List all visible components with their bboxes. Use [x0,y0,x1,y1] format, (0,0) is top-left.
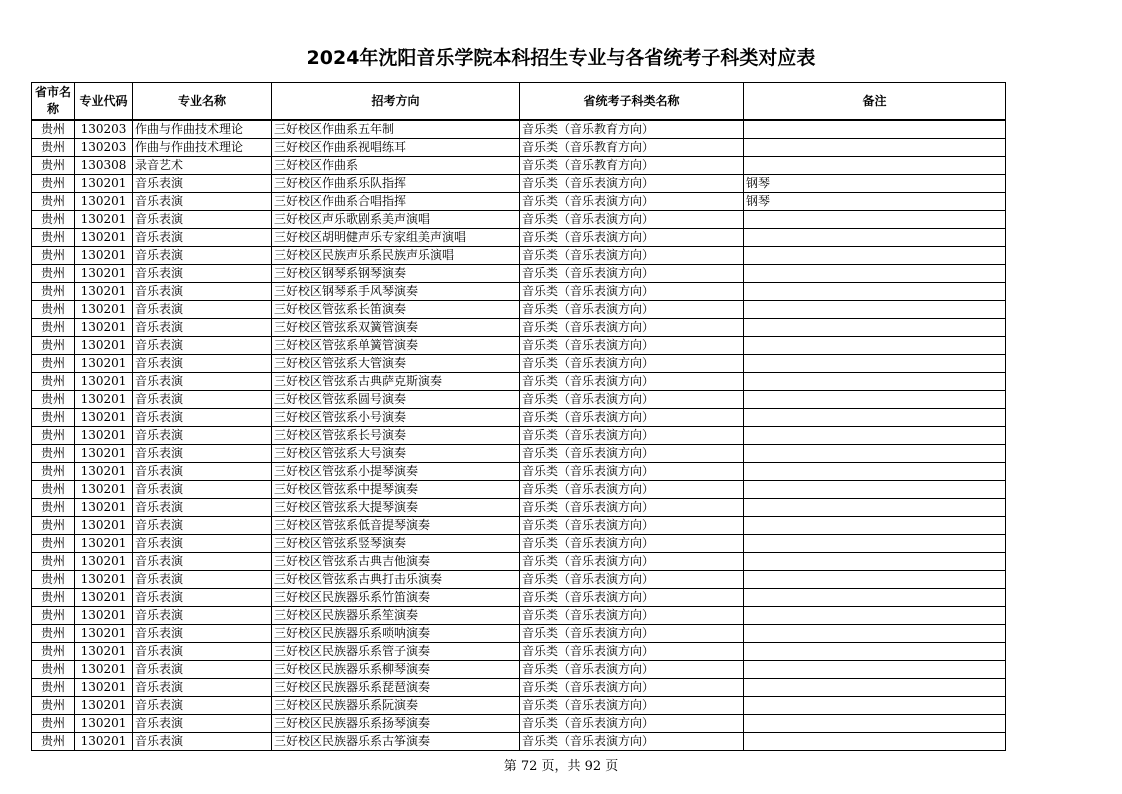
cell-code: 130201 [75,175,133,193]
table-header-row [32,83,1006,121]
cell-province: 贵州 [32,481,75,499]
table-body [32,120,1006,751]
cell-code: 130201 [75,337,133,355]
cell-province: 贵州 [32,715,75,733]
cell-code: 130201 [75,355,133,373]
cell-direction: 三好校区作曲系合唱指挥 [272,193,520,211]
cell-direction: 三好校区管弦系小号演奏 [272,409,520,427]
cell-category: 音乐类（音乐表演方向） [520,643,744,661]
cell-direction: 三好校区管弦系大号演奏 [272,445,520,463]
table-row [32,661,1006,679]
cell-category: 音乐类（音乐表演方向） [520,463,744,481]
cell-note [744,463,1006,481]
cell-category: 音乐类（音乐表演方向） [520,229,744,247]
header-province: 省市名称 [32,83,75,121]
cell-note [744,211,1006,229]
page-footer: 第 72 页，共 92 页 [503,759,619,774]
cell-major: 作曲与作曲技术理论 [133,120,272,139]
table-row [32,139,1006,157]
cell-province: 贵州 [32,679,75,697]
cell-category: 音乐类（音乐表演方向） [520,517,744,535]
table-row [32,571,1006,589]
cell-note [744,697,1006,715]
table-row [32,157,1006,175]
cell-code: 130203 [75,120,133,139]
cell-code: 130201 [75,589,133,607]
cell-category: 音乐类（音乐表演方向） [520,391,744,409]
cell-major: 音乐表演 [133,175,272,193]
cell-category: 音乐类（音乐教育方向） [520,157,744,175]
cell-direction: 三好校区作曲系五年制 [272,120,520,139]
cell-note [744,607,1006,625]
cell-major: 音乐表演 [133,463,272,481]
header-direction: 招考方向 [272,83,520,121]
cell-major: 音乐表演 [133,499,272,517]
cell-direction: 三好校区管弦系竖琴演奏 [272,535,520,553]
cell-code: 130201 [75,607,133,625]
cell-direction: 三好校区民族声乐系民族声乐演唱 [272,247,520,265]
cell-direction: 三好校区民族器乐系扬琴演奏 [272,715,520,733]
cell-direction: 三好校区声乐歌剧系美声演唱 [272,211,520,229]
cell-note [744,733,1006,751]
cell-province: 贵州 [32,139,75,157]
cell-code: 130201 [75,247,133,265]
cell-code: 130201 [75,391,133,409]
cell-major: 音乐表演 [133,355,272,373]
cell-major: 音乐表演 [133,211,272,229]
table-row [32,355,1006,373]
table-row [32,553,1006,571]
cell-note [744,373,1006,391]
cell-code: 130201 [75,481,133,499]
cell-province: 贵州 [32,193,75,211]
cell-note [744,445,1006,463]
table-row [32,499,1006,517]
cell-note [744,535,1006,553]
cell-direction: 三好校区民族器乐系柳琴演奏 [272,661,520,679]
cell-category: 音乐类（音乐表演方向） [520,715,744,733]
cell-direction: 三好校区作曲系视唱练耳 [272,139,520,157]
cell-category: 音乐类（音乐表演方向） [520,301,744,319]
cell-note [744,391,1006,409]
table-row [32,283,1006,301]
cell-note [744,409,1006,427]
table-row [32,337,1006,355]
table-row [32,535,1006,553]
cell-code: 130201 [75,445,133,463]
cell-code: 130201 [75,535,133,553]
cell-code: 130201 [75,193,133,211]
cell-province: 贵州 [32,463,75,481]
cell-category: 音乐类（音乐教育方向） [520,120,744,139]
table-row [32,120,1006,139]
cell-direction: 三好校区管弦系长笛演奏 [272,301,520,319]
cell-province: 贵州 [32,247,75,265]
cell-note [744,355,1006,373]
cell-note [744,301,1006,319]
cell-major: 音乐表演 [133,589,272,607]
cell-direction: 三好校区作曲系 [272,157,520,175]
cell-province: 贵州 [32,517,75,535]
cell-code: 130201 [75,643,133,661]
cell-code: 130201 [75,715,133,733]
cell-province: 贵州 [32,319,75,337]
table-row [32,319,1006,337]
cell-direction: 三好校区胡明健声乐专家组美声演唱 [272,229,520,247]
cell-direction: 三好校区管弦系古典萨克斯演奏 [272,373,520,391]
cell-major: 音乐表演 [133,517,272,535]
cell-major: 音乐表演 [133,319,272,337]
cell-direction: 三好校区管弦系长号演奏 [272,427,520,445]
cell-note [744,229,1006,247]
cell-major: 音乐表演 [133,607,272,625]
cell-category: 音乐类（音乐表演方向） [520,589,744,607]
cell-code: 130203 [75,139,133,157]
table-row [32,607,1006,625]
cell-note [744,679,1006,697]
cell-code: 130201 [75,553,133,571]
table-row [32,301,1006,319]
cell-province: 贵州 [32,589,75,607]
cell-major: 音乐表演 [133,679,272,697]
cell-major: 音乐表演 [133,373,272,391]
cell-category: 音乐类（音乐表演方向） [520,625,744,643]
cell-direction: 三好校区民族器乐系笙演奏 [272,607,520,625]
page-title: 2024年沈阳音乐学院本科招生专业与各省统考子科类对应表 [306,47,816,69]
cell-major: 音乐表演 [133,535,272,553]
cell-major: 音乐表演 [133,427,272,445]
table-row [32,715,1006,733]
cell-code: 130201 [75,517,133,535]
table-row [32,211,1006,229]
cell-note [744,319,1006,337]
table-row [32,463,1006,481]
cell-province: 贵州 [32,535,75,553]
cell-major: 音乐表演 [133,391,272,409]
cell-code: 130201 [75,499,133,517]
cell-note [744,661,1006,679]
cell-note [744,715,1006,733]
cell-category: 音乐类（音乐表演方向） [520,175,744,193]
cell-category: 音乐类（音乐表演方向） [520,607,744,625]
cell-province: 贵州 [32,373,75,391]
cell-major: 音乐表演 [133,409,272,427]
cell-province: 贵州 [32,661,75,679]
cell-note [744,571,1006,589]
cell-major: 音乐表演 [133,283,272,301]
cell-note [744,643,1006,661]
cell-note [744,247,1006,265]
cell-direction: 三好校区民族器乐系阮演奏 [272,697,520,715]
cell-province: 贵州 [32,571,75,589]
table-row [32,733,1006,751]
table-row [32,589,1006,607]
header-category: 省统考子科类名称 [520,83,744,121]
cell-direction: 三好校区民族器乐系竹笛演奏 [272,589,520,607]
cell-major: 音乐表演 [133,337,272,355]
table-row [32,175,1006,193]
table-row [32,265,1006,283]
cell-code: 130308 [75,157,133,175]
cell-major: 作曲与作曲技术理论 [133,139,272,157]
table-row [32,373,1006,391]
cell-direction: 三好校区民族器乐系唢呐演奏 [272,625,520,643]
cell-province: 贵州 [32,643,75,661]
cell-category: 音乐类（音乐表演方向） [520,337,744,355]
cell-category: 音乐类（音乐表演方向） [520,283,744,301]
cell-major: 音乐表演 [133,247,272,265]
cell-major: 音乐表演 [133,229,272,247]
cell-category: 音乐类（音乐教育方向） [520,139,744,157]
cell-direction: 三好校区管弦系单簧管演奏 [272,337,520,355]
admission-table [31,82,1006,751]
cell-direction: 三好校区民族器乐系管子演奏 [272,643,520,661]
cell-category: 音乐类（音乐表演方向） [520,193,744,211]
cell-major: 录音艺术 [133,157,272,175]
cell-code: 130201 [75,679,133,697]
cell-province: 贵州 [32,499,75,517]
cell-province: 贵州 [32,265,75,283]
cell-direction: 三好校区管弦系中提琴演奏 [272,481,520,499]
cell-direction: 三好校区管弦系双簧管演奏 [272,319,520,337]
cell-category: 音乐类（音乐表演方向） [520,481,744,499]
table-row [32,643,1006,661]
cell-province: 贵州 [32,301,75,319]
cell-category: 音乐类（音乐表演方向） [520,697,744,715]
table-row [32,625,1006,643]
cell-direction: 三好校区管弦系大提琴演奏 [272,499,520,517]
cell-category: 音乐类（音乐表演方向） [520,553,744,571]
cell-note [744,589,1006,607]
cell-category: 音乐类（音乐表演方向） [520,499,744,517]
cell-major: 音乐表演 [133,697,272,715]
cell-major: 音乐表演 [133,481,272,499]
table-row [32,517,1006,535]
cell-province: 贵州 [32,553,75,571]
cell-major: 音乐表演 [133,265,272,283]
cell-major: 音乐表演 [133,643,272,661]
cell-code: 130201 [75,301,133,319]
cell-direction: 三好校区管弦系大管演奏 [272,355,520,373]
cell-direction: 三好校区钢琴系钢琴演奏 [272,265,520,283]
cell-code: 130201 [75,463,133,481]
cell-direction: 三好校区民族器乐系琵琶演奏 [272,679,520,697]
table-row [32,391,1006,409]
cell-note [744,553,1006,571]
table-row [32,679,1006,697]
cell-direction: 三好校区管弦系圆号演奏 [272,391,520,409]
cell-category: 音乐类（音乐表演方向） [520,661,744,679]
cell-direction: 三好校区民族器乐系古筝演奏 [272,733,520,751]
cell-category: 音乐类（音乐表演方向） [520,571,744,589]
cell-province: 贵州 [32,157,75,175]
cell-code: 130201 [75,427,133,445]
cell-code: 130201 [75,661,133,679]
table-row [32,193,1006,211]
cell-note [744,265,1006,283]
header-major: 专业名称 [133,83,272,121]
cell-province: 贵州 [32,337,75,355]
cell-province: 贵州 [32,625,75,643]
cell-major: 音乐表演 [133,733,272,751]
cell-note [744,139,1006,157]
cell-code: 130201 [75,283,133,301]
table-row [32,409,1006,427]
cell-category: 音乐类（音乐表演方向） [520,535,744,553]
cell-category: 音乐类（音乐表演方向） [520,211,744,229]
table-row [32,697,1006,715]
cell-note [744,517,1006,535]
cell-province: 贵州 [32,607,75,625]
cell-major: 音乐表演 [133,193,272,211]
cell-category: 音乐类（音乐表演方向） [520,679,744,697]
cell-major: 音乐表演 [133,571,272,589]
table-row [32,427,1006,445]
cell-code: 130201 [75,373,133,391]
cell-major: 音乐表演 [133,625,272,643]
cell-major: 音乐表演 [133,301,272,319]
cell-province: 贵州 [32,175,75,193]
cell-province: 贵州 [32,120,75,139]
cell-note [744,481,1006,499]
cell-major: 音乐表演 [133,715,272,733]
cell-province: 贵州 [32,355,75,373]
cell-note: 钢琴 [744,193,1006,211]
cell-province: 贵州 [32,445,75,463]
cell-category: 音乐类（音乐表演方向） [520,355,744,373]
cell-note [744,625,1006,643]
header-note: 备注 [744,83,1006,121]
cell-note [744,157,1006,175]
cell-direction: 三好校区作曲系乐队指挥 [272,175,520,193]
cell-code: 130201 [75,211,133,229]
cell-major: 音乐表演 [133,445,272,463]
cell-province: 贵州 [32,697,75,715]
cell-category: 音乐类（音乐表演方向） [520,409,744,427]
cell-code: 130201 [75,319,133,337]
table-row [32,229,1006,247]
cell-code: 130201 [75,265,133,283]
cell-category: 音乐类（音乐表演方向） [520,733,744,751]
cell-province: 贵州 [32,733,75,751]
cell-province: 贵州 [32,409,75,427]
header-code: 专业代码 [75,83,133,121]
cell-note [744,120,1006,139]
cell-province: 贵州 [32,211,75,229]
cell-province: 贵州 [32,391,75,409]
table-row [32,445,1006,463]
cell-note [744,283,1006,301]
cell-category: 音乐类（音乐表演方向） [520,445,744,463]
cell-category: 音乐类（音乐表演方向） [520,319,744,337]
cell-category: 音乐类（音乐表演方向） [520,427,744,445]
cell-major: 音乐表演 [133,661,272,679]
cell-code: 130201 [75,625,133,643]
cell-code: 130201 [75,571,133,589]
cell-category: 音乐类（音乐表演方向） [520,373,744,391]
cell-note [744,337,1006,355]
cell-direction: 三好校区管弦系低音提琴演奏 [272,517,520,535]
cell-major: 音乐表演 [133,553,272,571]
cell-code: 130201 [75,229,133,247]
cell-province: 贵州 [32,283,75,301]
table-row [32,247,1006,265]
cell-category: 音乐类（音乐表演方向） [520,247,744,265]
cell-code: 130201 [75,409,133,427]
table-row [32,481,1006,499]
cell-note: 钢琴 [744,175,1006,193]
cell-province: 贵州 [32,427,75,445]
cell-code: 130201 [75,697,133,715]
cell-direction: 三好校区管弦系古典打击乐演奏 [272,571,520,589]
cell-category: 音乐类（音乐表演方向） [520,265,744,283]
cell-code: 130201 [75,733,133,751]
cell-province: 贵州 [32,229,75,247]
cell-note [744,499,1006,517]
cell-direction: 三好校区钢琴系手风琴演奏 [272,283,520,301]
cell-note [744,427,1006,445]
cell-direction: 三好校区管弦系小提琴演奏 [272,463,520,481]
cell-direction: 三好校区管弦系古典吉他演奏 [272,553,520,571]
